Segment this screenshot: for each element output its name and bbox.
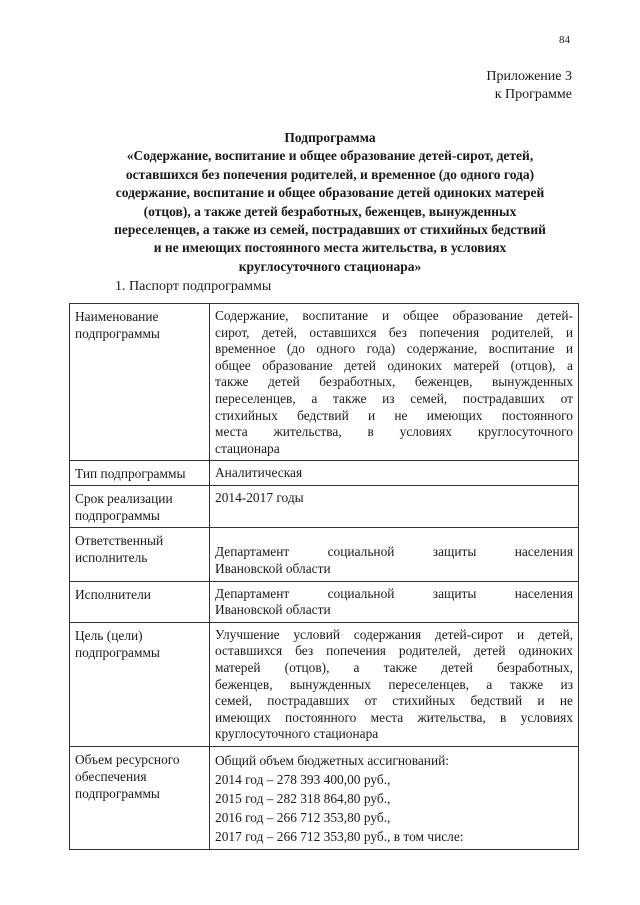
value-line: стихийных бедствий и не имеющих постоянного bbox=[215, 407, 573, 423]
appendix-line: Приложение 3 bbox=[486, 69, 572, 84]
table-row-goal bbox=[70, 622, 579, 746]
row-value bbox=[210, 486, 579, 528]
label-line: подпрограммы bbox=[75, 644, 160, 660]
value-line: имеющих постоянного места жительства, в условиях bbox=[215, 709, 573, 725]
value-line: 2017 год – 266 712 353,80 руб., в том числе: bbox=[215, 828, 464, 844]
value-line: Департамент социальной защиты населения bbox=[215, 585, 573, 601]
row-label bbox=[70, 304, 210, 461]
label-line: подпрограммы bbox=[75, 508, 160, 524]
value-line: Аналитическая bbox=[215, 465, 303, 481]
value-line: оставшихся без попечения родителей, детей одиноких bbox=[215, 643, 573, 659]
label-line: подпрограммы bbox=[75, 326, 160, 341]
table-row-executors bbox=[70, 581, 579, 622]
appendix-line: к Программе bbox=[494, 87, 572, 102]
passport-table bbox=[69, 303, 579, 850]
label-line: Срок реализации bbox=[75, 491, 173, 507]
subprogram-title bbox=[70, 129, 590, 276]
row-value bbox=[210, 622, 579, 746]
value-line: также детей безработных, беженцев, вынужденных bbox=[215, 374, 573, 390]
value-line: общее образование детей одиноких матерей (отцов), а bbox=[215, 357, 573, 373]
page-number: 84 bbox=[559, 34, 570, 46]
label-line: исполнитель bbox=[75, 550, 148, 566]
row-label bbox=[70, 622, 210, 746]
title-line: Подпрограмма bbox=[284, 130, 376, 145]
label-line: Ответственный bbox=[75, 533, 164, 549]
row-label bbox=[70, 581, 210, 622]
label-line: обеспечения bbox=[75, 768, 147, 784]
value-line: Общий объем бюджетных ассигнований: bbox=[215, 752, 450, 768]
title-line: и не имеющих постоянного места жительства, в условиях bbox=[153, 240, 507, 256]
value-line: Содержание, воспитание и общее образование детей- bbox=[215, 308, 573, 323]
value-line: круглосуточного стационара bbox=[215, 726, 379, 742]
value-line: матерей (отцов), а также детей безработных, bbox=[215, 659, 573, 675]
label-line: Исполнители bbox=[75, 586, 151, 602]
table-row-type bbox=[70, 461, 579, 486]
value-line: 2015 год – 282 318 864,80 руб., bbox=[215, 790, 391, 806]
section-heading: 1. Паспорт подпрограммы bbox=[115, 279, 272, 294]
value-line: переселенцев, а также из семей, пострадавших от bbox=[215, 390, 573, 406]
row-value bbox=[210, 746, 579, 849]
table-row-period bbox=[70, 486, 579, 528]
value-line: временное (до одного года) содержание, воспитание и bbox=[215, 341, 573, 357]
row-label bbox=[70, 746, 210, 849]
label-line: Наименование bbox=[75, 309, 159, 324]
title-line: содержание, воспитание и общее образование детей одиноких матерей bbox=[115, 185, 545, 201]
table-row-responsible bbox=[70, 528, 579, 581]
row-value bbox=[210, 461, 579, 486]
title-line: «Содержание, воспитание и общее образование детей-сирот, детей, bbox=[126, 148, 534, 164]
row-value bbox=[210, 304, 579, 461]
row-value bbox=[210, 581, 579, 622]
row-label bbox=[70, 528, 210, 581]
label-line: Тип подпрограммы bbox=[75, 466, 186, 482]
value-line: Ивановской области bbox=[215, 602, 331, 618]
appendix-reference bbox=[486, 68, 572, 104]
value-line: Улучшение условий содержания детей-сирот и детей, bbox=[215, 626, 573, 642]
value-line: беженцев, вынужденных переселенцев, а также из bbox=[215, 676, 573, 692]
value-line: места жительства, в условиях круглосуточного bbox=[215, 424, 573, 440]
value-line: 2014 год – 278 393 400,00 руб., bbox=[215, 771, 391, 787]
row-label bbox=[70, 461, 210, 486]
label-line: Объем ресурсного bbox=[75, 751, 180, 767]
label-line: Цель (цели) bbox=[75, 627, 143, 643]
value-line: Ивановской области bbox=[215, 560, 331, 576]
value-line: стационара bbox=[215, 440, 280, 456]
table-row-funding bbox=[70, 746, 579, 849]
row-value bbox=[210, 528, 579, 581]
value-line: сирот, детей, оставшихся без попечения родителей, и bbox=[215, 324, 573, 340]
title-line: оставшихся без попечения родителей, и временное (до одного года) bbox=[125, 166, 535, 182]
title-line: переселенцев, а также из семей, пострадавших от стихийных бедствий bbox=[114, 222, 546, 238]
title-line: круглосуточного стационара» bbox=[238, 258, 422, 274]
value-line: семей, пострадавших от стихийных бедствий и не bbox=[215, 693, 573, 709]
title-line: (отцов), а также детей безработных, беженцев, вынужденных bbox=[143, 203, 517, 219]
table-row-name bbox=[70, 304, 579, 461]
row-label bbox=[70, 486, 210, 528]
value-line: Департамент социальной защиты населения bbox=[215, 544, 573, 560]
spacer bbox=[215, 532, 573, 544]
value-line: 2014-2017 годы bbox=[215, 490, 304, 506]
value-line: 2016 год – 266 712 353,80 руб., bbox=[215, 809, 391, 825]
label-line: подпрограммы bbox=[75, 785, 160, 801]
